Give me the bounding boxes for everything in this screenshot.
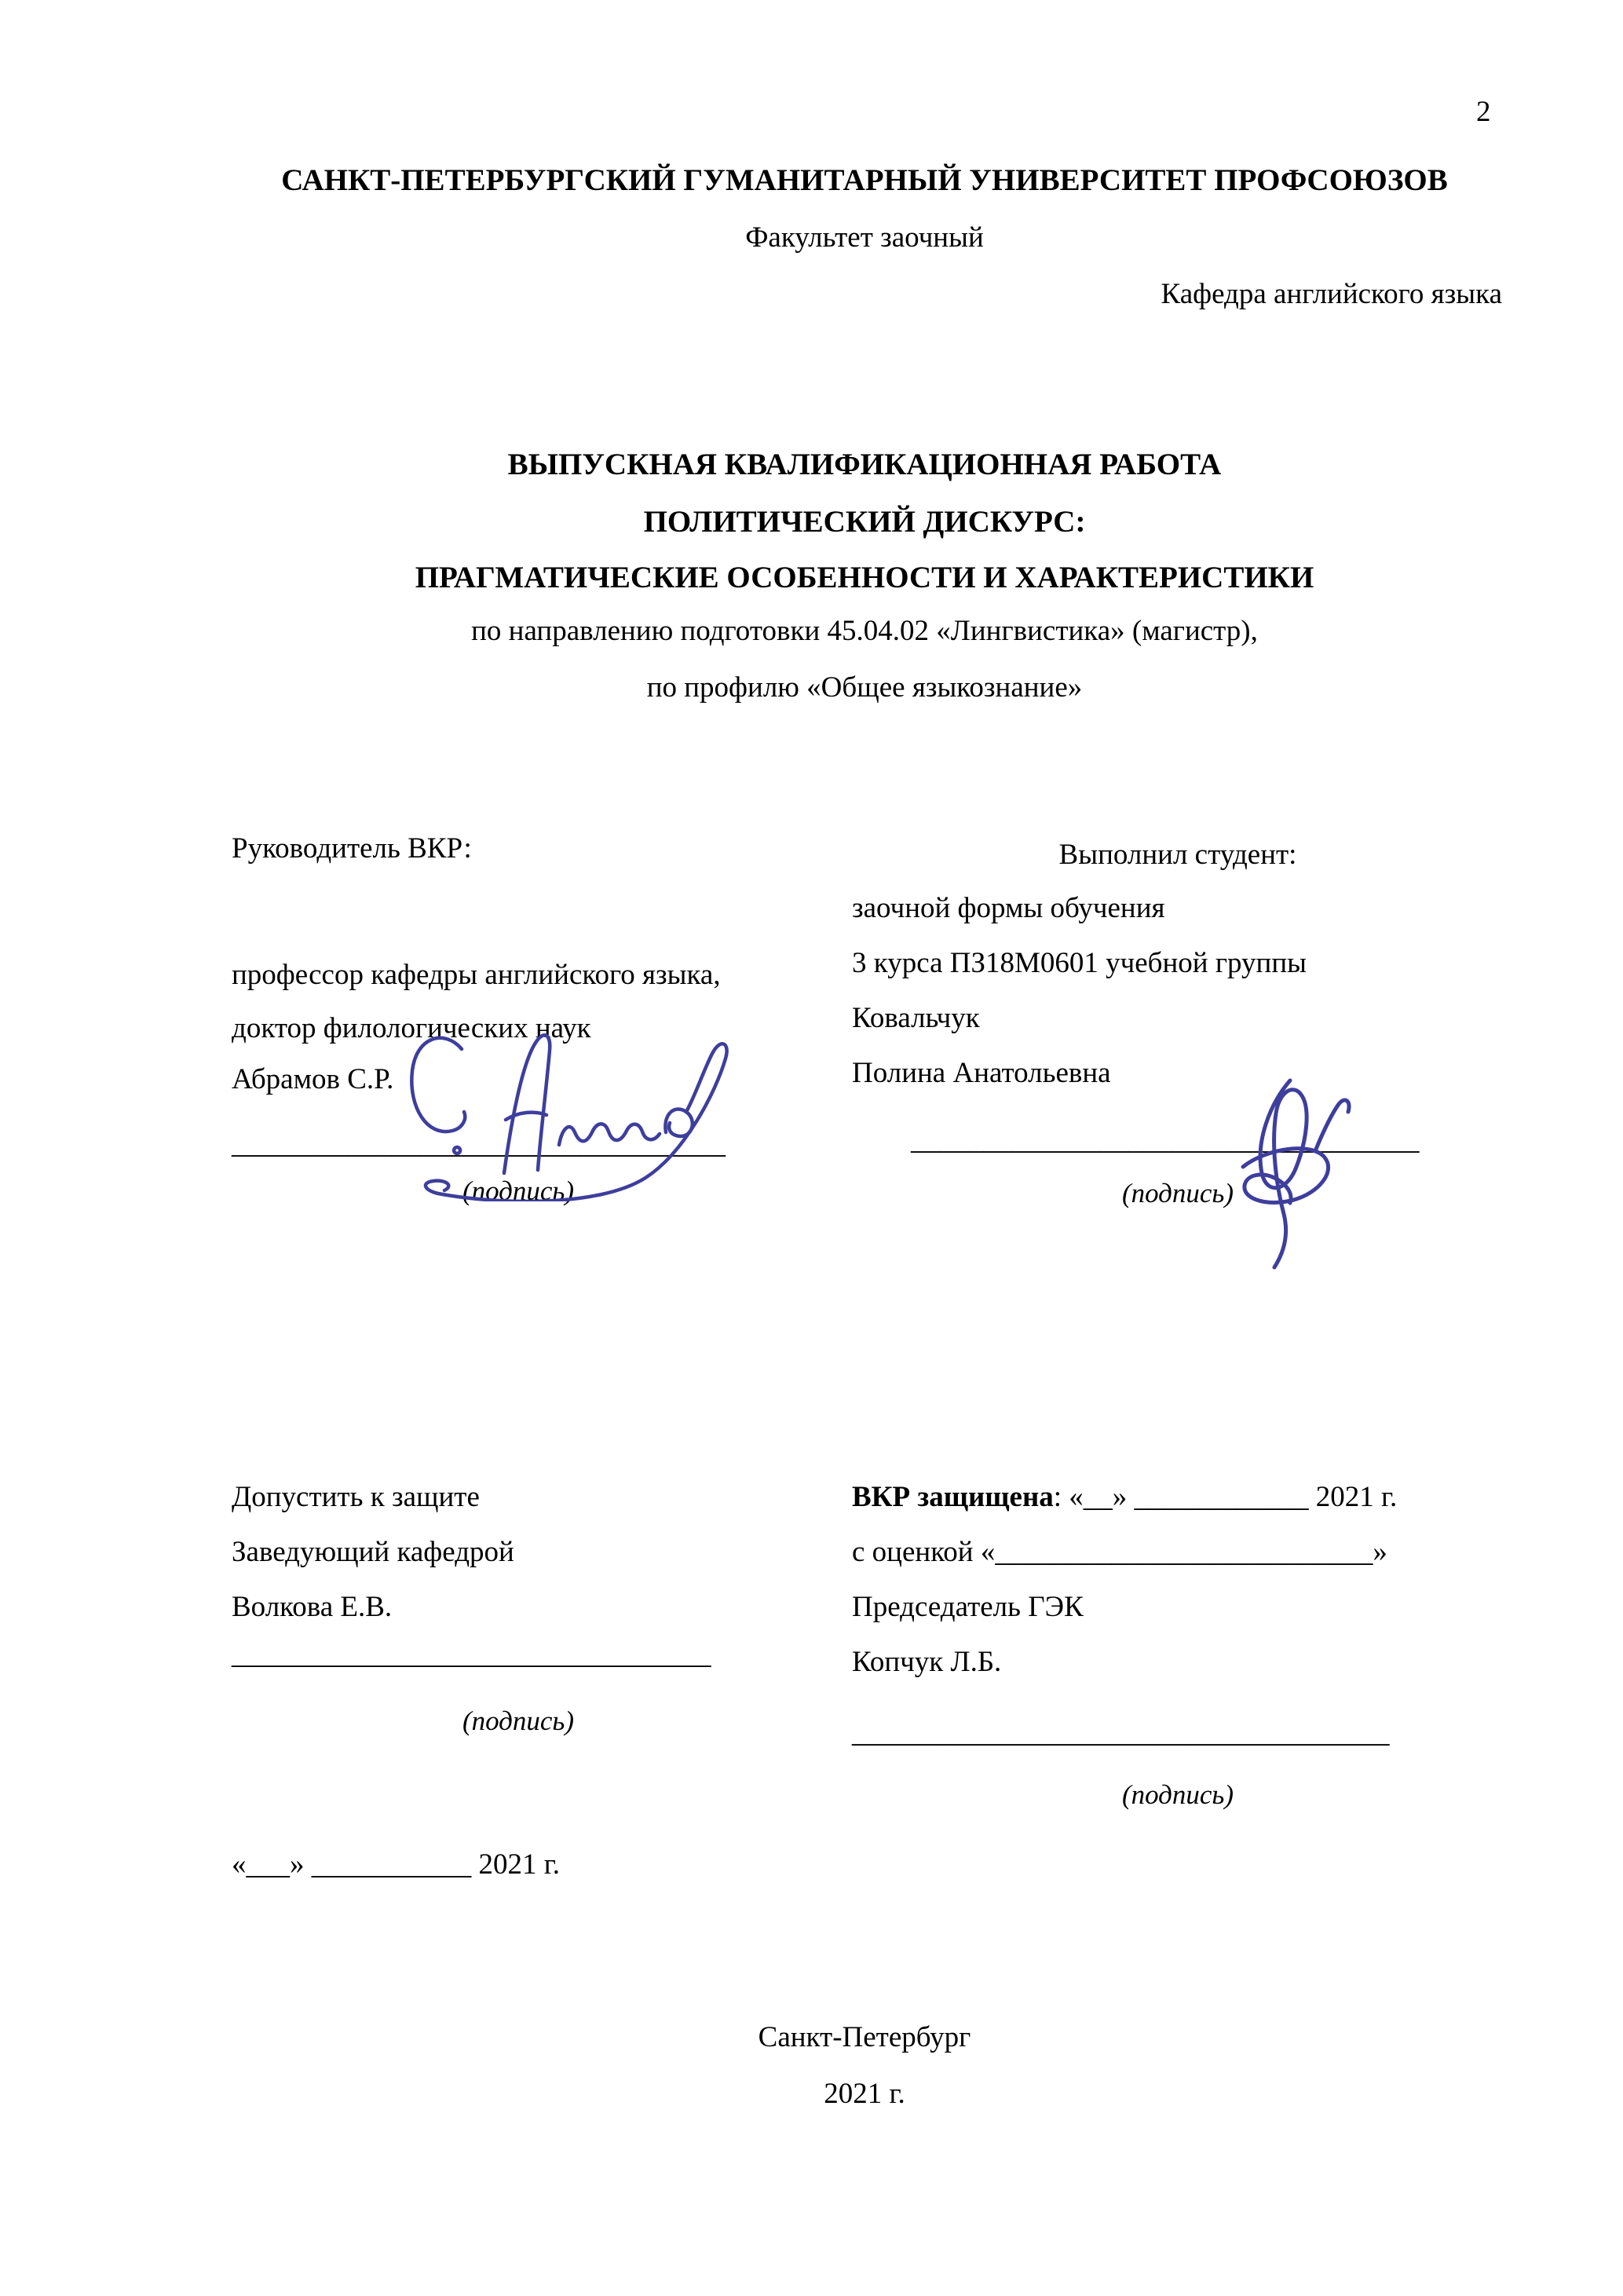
thesis-title-line1: ПОЛИТИЧЕСКИЙ ДИСКУРС: [643,505,1086,539]
admission-signature-caption: (подпись) [462,1706,575,1736]
supervisor-signature-caption: (подпись) [462,1175,575,1206]
footer-year: 2021 г. [824,2078,905,2110]
page-number: 2 [1476,96,1491,128]
defense-signature-line: _____________________________________ [852,1717,1390,1749]
faculty-line: Факультет заочный [745,221,984,254]
defense-status-rest: : «__» ____________ 2021 г. [1053,1481,1398,1513]
admission-name: Волкова Е.В. [232,1591,393,1623]
admission-line-1: Допустить к защите [232,1481,480,1513]
thesis-type-title: ВЫПУСКНАЯ КВАЛИФИКАЦИОННАЯ РАБОТА [507,448,1222,481]
defense-chair-title: Председатель ГЭК [852,1591,1084,1623]
defense-status-line [852,1481,1397,1515]
student-signature-caption: (подпись) [1121,1178,1234,1208]
supervisor-position-1: профессор кафедры английского языка, [232,959,721,991]
supervisor-signature-line: __________________________________ [232,1128,726,1160]
student-signature-line: ___________________________________ [911,1124,1420,1156]
supervisor-name: Абрамов С.Р. [232,1063,394,1095]
supervisor-signature-ink [386,1019,737,1201]
admission-signature-line: _________________________________ [232,1638,711,1670]
supervisor-label: Руководитель ВКР: [232,832,472,865]
defense-status-label: ВКР защищена [852,1481,1054,1513]
thesis-title-line2: ПРАГМАТИЧЕСКИЕ ОСОБЕННОСТИ И ХАРАКТЕРИСТИКИ [415,561,1314,594]
supervisor-signature-icon [386,1019,737,1201]
defense-grade-line: с оценкой «__________________________» [852,1536,1387,1568]
supervisor-position-2: доктор филологических наук [232,1012,591,1044]
admission-line-2: Заведующий кафедрой [232,1536,514,1568]
university-name: САНКТ-ПЕТЕРБУРГСКИЙ ГУМАНИТАРНЫЙ УНИВЕРСИТЕТ ПРОФСОЮЗОВ [281,163,1448,197]
profile-line: по профилю «Общее языкознание» [646,671,1083,704]
department-line: Кафедра английского языка [1161,278,1502,310]
student-study-form: заочной формы обучения [852,892,1165,924]
program-line: по направлению подготовки 45.04.02 «Лингвистика» (магистр), [471,615,1258,647]
defense-signature-caption: (подпись) [1121,1779,1234,1810]
footer-city: Санкт-Петербург [758,2021,971,2053]
student-signature-icon [1197,1066,1364,1277]
student-signature-ink [1197,1066,1364,1277]
student-surname: Ковальчук [852,1002,980,1034]
defense-chair-name: Копчук Л.Б. [852,1646,1002,1678]
student-given-names: Полина Анатольевна [852,1057,1111,1089]
student-label: Выполнил студент: [1058,839,1297,871]
admission-date-line: «___» ___________ 2021 г. [232,1848,561,1881]
student-group: 3 курса ПЗ18М0601 учебной группы [852,947,1307,979]
